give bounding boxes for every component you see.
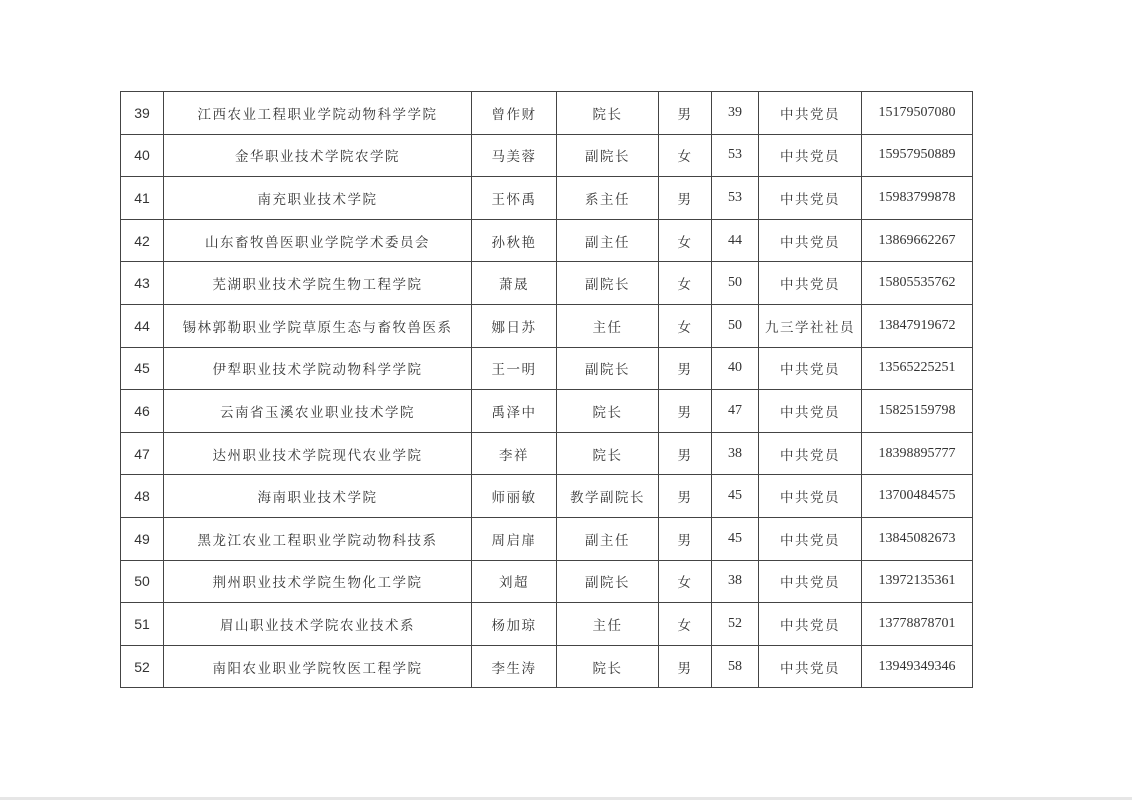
position-cell: 副院长 (557, 134, 659, 177)
row-number: 48 (121, 475, 164, 518)
phone-cell: 13778878701 (862, 603, 973, 646)
phone-cell: 13700484575 (862, 475, 973, 518)
gender-cell: 女 (659, 560, 712, 603)
age-cell: 45 (712, 475, 759, 518)
political-status-cell: 九三学社社员 (759, 304, 862, 347)
row-number: 47 (121, 432, 164, 475)
table-row (121, 432, 973, 475)
table-row (121, 304, 973, 347)
position-cell: 副院长 (557, 560, 659, 603)
institution-cell: 锡林郭勒职业学院草原生态与畜牧兽医系 (164, 304, 472, 347)
political-status-cell: 中共党员 (759, 262, 862, 305)
institution-cell: 达州职业技术学院现代农业学院 (164, 432, 472, 475)
political-status-cell: 中共党员 (759, 177, 862, 220)
table-row (121, 475, 973, 518)
phone-cell: 13847919672 (862, 304, 973, 347)
institution-cell: 山东畜牧兽医职业学院学术委员会 (164, 219, 472, 262)
gender-cell: 男 (659, 517, 712, 560)
name-cell: 孙秋艳 (472, 219, 557, 262)
phone-cell: 15825159798 (862, 390, 973, 433)
position-cell: 副主任 (557, 517, 659, 560)
position-cell: 教学副院长 (557, 475, 659, 518)
row-number: 45 (121, 347, 164, 390)
name-cell: 师丽敏 (472, 475, 557, 518)
name-cell: 周启扉 (472, 517, 557, 560)
gender-cell: 男 (659, 347, 712, 390)
age-cell: 53 (712, 134, 759, 177)
political-status-cell: 中共党员 (759, 92, 862, 135)
name-cell: 禹泽中 (472, 390, 557, 433)
institution-cell: 黑龙江农业工程职业学院动物科技系 (164, 517, 472, 560)
gender-cell: 男 (659, 645, 712, 688)
institution-cell: 伊犁职业技术学院动物科学学院 (164, 347, 472, 390)
political-status-cell: 中共党员 (759, 390, 862, 433)
political-status-cell: 中共党员 (759, 475, 862, 518)
gender-cell: 女 (659, 262, 712, 305)
position-cell: 院长 (557, 645, 659, 688)
institution-cell: 海南职业技术学院 (164, 475, 472, 518)
row-number: 43 (121, 262, 164, 305)
age-cell: 39 (712, 92, 759, 135)
institution-cell: 眉山职业技术学院农业技术系 (164, 603, 472, 646)
gender-cell: 女 (659, 219, 712, 262)
political-status-cell: 中共党员 (759, 517, 862, 560)
phone-cell: 15957950889 (862, 134, 973, 177)
table-row (121, 177, 973, 220)
age-cell: 47 (712, 390, 759, 433)
row-number: 40 (121, 134, 164, 177)
position-cell: 副院长 (557, 262, 659, 305)
age-cell: 38 (712, 560, 759, 603)
political-status-cell: 中共党员 (759, 603, 862, 646)
name-cell: 杨加琼 (472, 603, 557, 646)
phone-cell: 15179507080 (862, 92, 973, 135)
position-cell: 副院长 (557, 347, 659, 390)
table-row (121, 347, 973, 390)
phone-cell: 15983799878 (862, 177, 973, 220)
gender-cell: 男 (659, 92, 712, 135)
gender-cell: 女 (659, 304, 712, 347)
age-cell: 58 (712, 645, 759, 688)
row-number: 46 (121, 390, 164, 433)
row-number: 50 (121, 560, 164, 603)
position-cell: 院长 (557, 432, 659, 475)
table-row (121, 92, 973, 135)
name-cell: 李祥 (472, 432, 557, 475)
table-row (121, 603, 973, 646)
age-cell: 50 (712, 262, 759, 305)
row-number: 42 (121, 219, 164, 262)
political-status-cell: 中共党员 (759, 645, 862, 688)
name-cell: 李生涛 (472, 645, 557, 688)
gender-cell: 女 (659, 603, 712, 646)
institution-cell: 芜湖职业技术学院生物工程学院 (164, 262, 472, 305)
table-row (121, 645, 973, 688)
institution-cell: 荆州职业技术学院生物化工学院 (164, 560, 472, 603)
row-number: 51 (121, 603, 164, 646)
position-cell: 院长 (557, 92, 659, 135)
gender-cell: 男 (659, 390, 712, 433)
member-table (120, 91, 973, 688)
political-status-cell: 中共党员 (759, 219, 862, 262)
age-cell: 52 (712, 603, 759, 646)
institution-cell: 金华职业技术学院农学院 (164, 134, 472, 177)
political-status-cell: 中共党员 (759, 347, 862, 390)
age-cell: 40 (712, 347, 759, 390)
row-number: 49 (121, 517, 164, 560)
name-cell: 马美蓉 (472, 134, 557, 177)
gender-cell: 男 (659, 432, 712, 475)
institution-cell: 江西农业工程职业学院动物科学学院 (164, 92, 472, 135)
political-status-cell: 中共党员 (759, 432, 862, 475)
row-number: 52 (121, 645, 164, 688)
phone-cell: 13565225251 (862, 347, 973, 390)
name-cell: 娜日苏 (472, 304, 557, 347)
phone-cell: 15805535762 (862, 262, 973, 305)
age-cell: 45 (712, 517, 759, 560)
table-row (121, 262, 973, 305)
position-cell: 副主任 (557, 219, 659, 262)
age-cell: 50 (712, 304, 759, 347)
gender-cell: 男 (659, 177, 712, 220)
phone-cell: 13845082673 (862, 517, 973, 560)
position-cell: 主任 (557, 304, 659, 347)
name-cell: 王怀禹 (472, 177, 557, 220)
position-cell: 院长 (557, 390, 659, 433)
row-number: 39 (121, 92, 164, 135)
name-cell: 曾作财 (472, 92, 557, 135)
table-row (121, 219, 973, 262)
row-number: 41 (121, 177, 164, 220)
name-cell: 王一明 (472, 347, 557, 390)
phone-cell: 18398895777 (862, 432, 973, 475)
name-cell: 刘超 (472, 560, 557, 603)
phone-cell: 13869662267 (862, 219, 973, 262)
position-cell: 主任 (557, 603, 659, 646)
age-cell: 44 (712, 219, 759, 262)
table-row (121, 390, 973, 433)
age-cell: 38 (712, 432, 759, 475)
institution-cell: 云南省玉溪农业职业技术学院 (164, 390, 472, 433)
position-cell: 系主任 (557, 177, 659, 220)
institution-cell: 南阳农业职业学院牧医工程学院 (164, 645, 472, 688)
age-cell: 53 (712, 177, 759, 220)
name-cell: 萧晟 (472, 262, 557, 305)
phone-cell: 13972135361 (862, 560, 973, 603)
political-status-cell: 中共党员 (759, 134, 862, 177)
gender-cell: 男 (659, 475, 712, 518)
political-status-cell: 中共党员 (759, 560, 862, 603)
table-row (121, 134, 973, 177)
row-number: 44 (121, 304, 164, 347)
institution-cell: 南充职业技术学院 (164, 177, 472, 220)
gender-cell: 女 (659, 134, 712, 177)
table-row (121, 517, 973, 560)
phone-cell: 13949349346 (862, 645, 973, 688)
table-row (121, 560, 973, 603)
